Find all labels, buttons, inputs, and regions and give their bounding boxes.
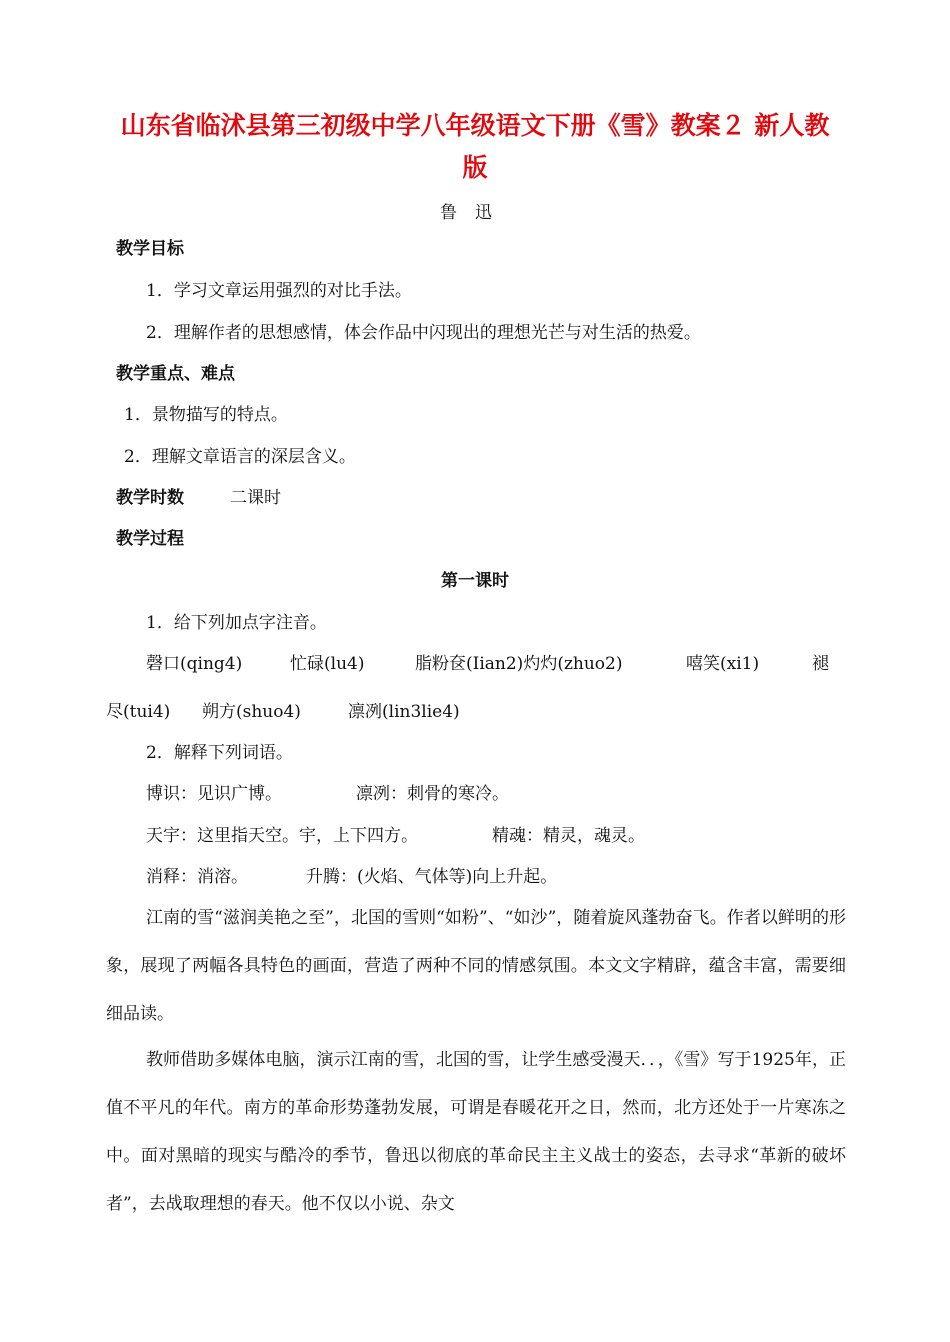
definition-item: 凛冽：刺骨的寒冷。: [356, 784, 509, 804]
paragraph-intro: 江南的雪“滋润美艳之至”，北国的雪则“如粉”、“如沙”，随着旋风蓬勃奋飞。作者以鲜明的形象，展现了两幅各具特色的画面，营造了两种不同的情感氛围。本文文字精辟，蕴含丰富，需要细细品读。: [106, 908, 846, 1024]
heading-key-points: 教学重点、难点: [116, 364, 235, 384]
heading-hours: 教学时数: [116, 488, 184, 508]
definition-item: 精魂：精灵，魂灵。: [492, 826, 645, 846]
lesson-heading: 第一课时: [441, 571, 509, 591]
key-point-2: 2．理解文章语言的深层含义。: [124, 447, 356, 467]
pinyin-item: 磬口(qing4): [146, 654, 243, 674]
pinyin-item: 褪: [812, 654, 829, 674]
hours-value: 二课时: [230, 488, 281, 508]
pinyin-item: 朔方(shuo4): [202, 702, 301, 722]
pinyin-item: 嘻笑(xi1): [686, 654, 760, 674]
author: 鲁迅: [440, 203, 510, 223]
goal-2: 2．理解作者的思想感情，体会作品中闪现出的理想光芒与对生活的热爱。: [146, 323, 701, 343]
definition-item: 消释：消溶。: [146, 867, 248, 887]
goal-1: 1．学习文章运用强烈的对比手法。: [146, 281, 412, 301]
exercise-1: 1．给下列加点字注音。: [146, 613, 327, 633]
heading-process: 教学过程: [116, 529, 184, 549]
pinyin-item: 忙碌(lu4): [290, 654, 365, 674]
exercise-2: 2．解释下列词语。: [146, 743, 293, 763]
pinyin-item: 凛冽(lin3lie4): [348, 702, 460, 722]
key-point-1: 1．景物描写的特点。: [124, 405, 288, 425]
definition-item: 天宇：这里指天空。宇，上下四方。: [146, 826, 418, 846]
heading-goals: 教学目标: [116, 239, 184, 259]
document-title-line2: 版: [462, 153, 488, 182]
definition-item: 博识：见识广博。: [146, 784, 282, 804]
definition-item: 升腾：(火焰、气体等)向上升起。: [306, 867, 558, 887]
pinyin-item: 脂粉奁(Iian2)灼灼(zhuo2): [415, 654, 623, 674]
paragraph-background: 教师借助多媒体电脑，演示江南的雪，北国的雪，让学生感受漫天．．，《雪》写于1925年，正值不平凡的年代。南方的革命形势蓬勃发展，可谓是春暖花开之日，然而，北方还处于一片寒冻之中。面对黑暗的现实与酷冷的季节，鲁迅以彻底的革命民主主义战士的姿态，去寻求“革新的破坏者”，去战取理想的春天。他不仅以小说、杂文: [106, 1050, 846, 1214]
pinyin-item: 尽(tui4): [106, 702, 171, 722]
document-title-line1: 山东省临沭县第三初级中学八年级语文下册《雪》教案２ 新人教: [120, 111, 830, 140]
